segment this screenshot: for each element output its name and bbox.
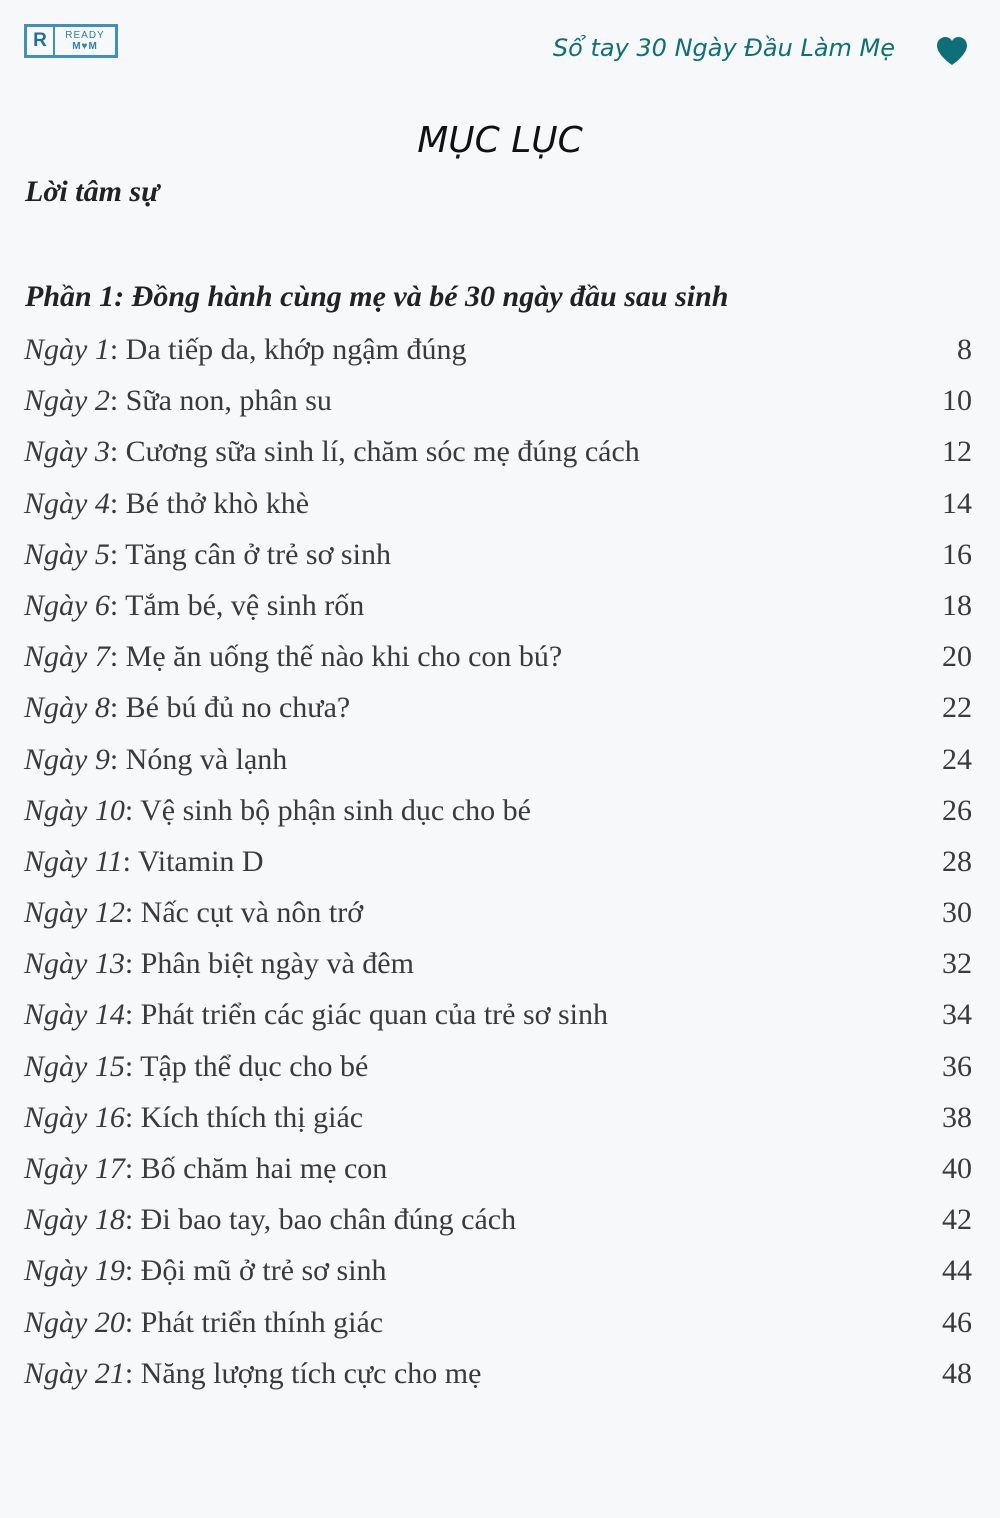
entry-title: : Cương sữa sinh lí, chăm sóc mẹ đúng cách <box>109 435 640 469</box>
toc-entry <box>24 687 972 738</box>
entry-title: : Tập thể dục cho bé <box>124 1049 369 1083</box>
entry-page-number: 36 <box>942 1049 972 1083</box>
entry-day: Ngày 10 <box>24 793 125 827</box>
entry-title: : Phân biệt ngày và đêm <box>124 947 414 981</box>
toc-entry <box>24 483 972 534</box>
entry-day: Ngày 21 <box>24 1356 125 1390</box>
entry-page-number: 28 <box>942 844 972 878</box>
entry-title: : Vệ sinh bộ phận sinh dục cho bé <box>124 793 531 827</box>
logo-top-text: READY <box>65 30 105 41</box>
entry-title: : Đi bao tay, bao chân đúng cách <box>124 1203 517 1237</box>
toc-entry <box>24 994 972 1045</box>
entry-day: Ngày 4 <box>24 486 110 520</box>
entry-title: : Phát triển thính giác <box>124 1305 384 1339</box>
entry-day: Ngày 9 <box>24 742 110 776</box>
entry-day: Ngày 3 <box>24 435 110 469</box>
toc-entry <box>24 943 972 994</box>
entry-page-number: 42 <box>942 1203 972 1237</box>
entry-page-number: 30 <box>942 896 972 930</box>
entry-day: Ngày 12 <box>24 896 125 930</box>
entry-page-number: 12 <box>942 435 972 469</box>
toc-entry <box>24 1097 972 1148</box>
entry-title: : Nóng và lạnh <box>109 742 288 776</box>
entry-page-number: 16 <box>942 537 972 571</box>
entry-day: Ngày 11 <box>24 844 123 878</box>
part1-heading: Phần 1: Đồng hành cùng mẹ và bé 30 ngày đầu sau sinh <box>25 280 729 313</box>
entry-title: : Bố chăm hai mẹ con <box>124 1152 388 1185</box>
toc-entry <box>24 1046 972 1097</box>
entry-title: : Mẹ ăn uống thế nào khi cho con bú? <box>109 640 563 674</box>
entry-page-number: 38 <box>942 1100 972 1134</box>
entry-title: : Năng lượng tích cực cho mẹ <box>124 1356 482 1390</box>
entry-page-number: 22 <box>942 691 972 725</box>
entry-day: Ngày 20 <box>24 1305 125 1339</box>
toc-entry <box>24 892 972 943</box>
entry-day: Ngày 13 <box>24 947 125 981</box>
entry-day: Ngày 6 <box>24 588 110 622</box>
entry-title: : Sữa non, phân su <box>109 384 332 418</box>
entry-day: Ngày 2 <box>24 384 110 418</box>
entry-page-number: 40 <box>942 1152 972 1185</box>
entry-page-number: 46 <box>942 1305 972 1339</box>
entry-title: : Tắm bé, vệ sinh rốn <box>109 588 365 622</box>
entry-page-number: 10 <box>942 384 972 418</box>
toc-entry <box>24 790 972 841</box>
toc-title: MỤC LỤC <box>417 120 583 161</box>
toc-preface: Lời tâm sự <box>25 175 160 208</box>
toc-entry <box>24 1199 972 1250</box>
entry-title: : Kích thích thị giác <box>124 1100 364 1134</box>
entry-page-number: 48 <box>942 1356 972 1390</box>
entry-title: : Bé bú đủ no chưa? <box>109 691 351 725</box>
toc-entry <box>24 431 972 482</box>
toc-entry-list <box>24 329 972 1404</box>
entry-page-number: 32 <box>942 947 972 981</box>
logo-letter: R <box>27 27 55 55</box>
ready-mom-logo <box>24 24 118 58</box>
toc-entry <box>24 534 972 585</box>
logo-wordmark <box>55 30 115 52</box>
toc-entry <box>24 636 972 687</box>
entry-day: Ngày 5 <box>24 537 110 571</box>
entry-page-number: 20 <box>942 640 972 674</box>
toc-entry <box>24 329 972 380</box>
toc-entry <box>24 739 972 790</box>
entry-page-number: 44 <box>942 1254 972 1288</box>
entry-page-number: 14 <box>942 486 972 520</box>
entry-day: Ngày 19 <box>24 1254 125 1288</box>
heart-icon <box>936 36 968 66</box>
entry-page-number: 18 <box>942 588 972 622</box>
entry-page-number: 8 <box>957 333 972 366</box>
entry-day: Ngày 8 <box>24 691 110 725</box>
book-title: Sổ tay 30 Ngày Đầu Làm Mẹ <box>552 34 895 62</box>
entry-title: : Nấc cụt và nôn trớ <box>124 896 364 930</box>
entry-title: : Tăng cân ở trẻ sơ sinh <box>109 537 391 571</box>
entry-page-number: 26 <box>942 793 972 827</box>
entry-day: Ngày 18 <box>24 1203 125 1237</box>
toc-entry <box>24 380 972 431</box>
toc-entry <box>24 1250 972 1301</box>
entry-day: Ngày 7 <box>24 640 110 674</box>
toc-entry <box>24 585 972 636</box>
entry-day: Ngày 17 <box>24 1152 125 1185</box>
entry-day: Ngày 15 <box>24 1049 125 1083</box>
entry-day: Ngày 14 <box>24 998 125 1032</box>
entry-page-number: 24 <box>942 742 972 776</box>
entry-title: : Vitamin D <box>122 844 264 878</box>
toc-entry <box>24 1353 972 1404</box>
entry-page-number: 34 <box>942 998 972 1032</box>
toc-entry <box>24 1148 972 1199</box>
logo-bottom-text: M♥M <box>72 41 98 52</box>
toc-entry <box>24 841 972 892</box>
entry-title: : Phát triển các giác quan của trẻ sơ sinh <box>124 998 609 1032</box>
entry-day: Ngày 1 <box>24 333 110 366</box>
entry-title: : Da tiếp da, khớp ngậm đúng <box>109 333 467 366</box>
entry-title: : Bé thở khò khè <box>109 486 310 520</box>
toc-entry <box>24 1302 972 1353</box>
entry-day: Ngày 16 <box>24 1100 125 1134</box>
entry-title: : Đội mũ ở trẻ sơ sinh <box>124 1254 387 1288</box>
